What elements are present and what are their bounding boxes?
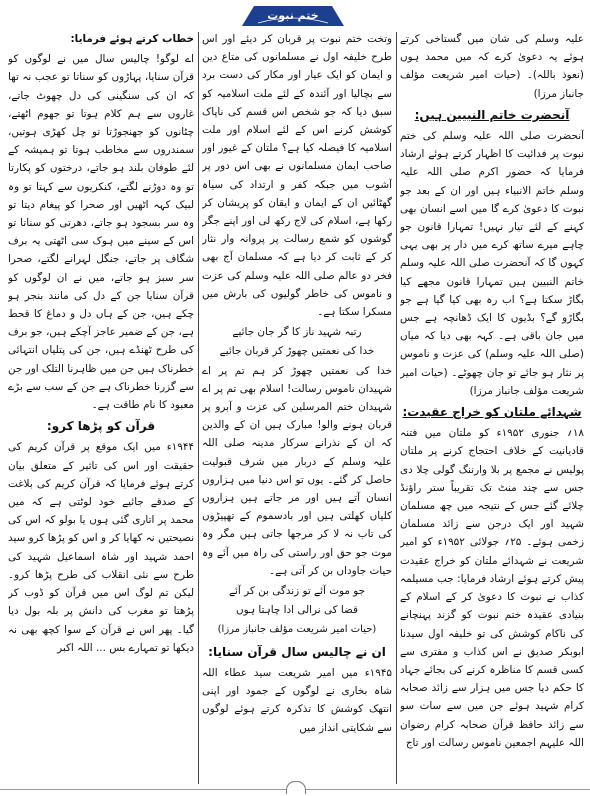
verse-line: قضا کی نرالی ادا چاہتا ہوں <box>235 604 359 617</box>
paragraph: آنحضرت صلی اللہ علیہ وسلم کی ختم نبوت پر فدائیت کا اظہار کرتے ہوئے ارشاد فرمایا کہ حضور اکرم صلی اللہ علیہ وسلم خاتم الانبیاء ہیں اور ان کے بعد جو نبوت کا دعویٰ کرے گا میں اسے انسان بھی کہنے کے لئے تیار نہیں! تمہارا قانون جو چاہے میرے ساتھ کرے میں دار پر بھی یہی کہوں گا کہ آنحضرت صلی اللہ علیہ وسلم خاتم النبیین ہیں تمہارا قانون مجھے کیا بگاڑ سکتا ہے؟ اب رہ بھی کیا گیا ہے جو بگاڑو گے؟ بڈیوں کا ایک ڈھانچہ ہے جس میں جان باقی ہے۔ کہہ بھی دیا کہ میاں (صلی اللہ علیہ وسلم) کی عزت و ناموس پر نثار ہو جائے تو جان چھوٹے۔ (حیات امیر شریعت مؤلف جانباز مرزا) <box>400 130 584 397</box>
section-heading: ان نے چالیس سال قرآن سنایا: <box>208 644 386 659</box>
paragraph: ۱۹۴۴ء میں ایک موقع پر قرآن کریم کی حقیقت اور اس کی تاثیر کے متعلق بیان کرتے ہوئے فرمایا کہ قرآن کریم کی بلاغت کے صدقے جائیے خود لوٹتی ہے کہ میں محمد پر اتاری گئی ہوں یا بولو کہ اس کی نصیحتیں نہ کھایا کر و اس کو پڑھا کرو سید احمد شہید اور شاہ اسماعیل شہید کی طرح سے نئی انقلاب کی طرح پڑھا کرو۔ لیکن تم لوگ اس میں قرآن کو ڈوب کر پڑھتا تو مغرب کی دانش پر بلہ بول دیا گیا۔ پھر اس نے قرآن کے سوا کچھ بھی نہ دیکھا تو تمہارے بس ... اللہ اکبر <box>8 441 194 654</box>
paragraph: علیہ وسلم کی شان میں گستاخی کرتے ہوئے یہ دعویٰ کرے کہ میں محمد ہوں (نعوذ باللہ)۔ (حیات امیر شریعت مؤلف جانباز مرزا) <box>400 33 584 100</box>
paragraph: خدا کی نعمتیں چھوڑ کر ہم تم پر اے شہیدان ناموس رسالت! اسلام بھی تم پر اے شہیدان ختم المرسلین کی عزت و آبرو پر قربان ہونے والو! مبارک ہیں ان کے والدین کہ ان کے نذرانے سرکار مدینہ صلی اللہ علیہ وسلم کے دربار میں شرف قبولیت حاصل کر گئے۔ یوں تو اس دنیا میں ہزاروں انسان آتے ہیں اور مر جاتے ہیں ہزاروں کلیاں کھلتی ہیں اور بادسموم کے تھپیڑوں کی تاب نہ لا کر مرجھا جاتی ہیں مگر وہ موت جو حق اور راستی کی راہ میں آئے وہ حیات جاوداں بن کر آتی ہے۔ <box>202 364 392 577</box>
section-heading: قرآن کو پڑھا کرو: <box>46 419 156 434</box>
logo-text: ختم نبوت <box>267 9 319 22</box>
right-column <box>400 30 584 786</box>
magazine-logo <box>238 2 348 28</box>
column-divider-right <box>396 32 397 784</box>
left-column <box>8 30 194 786</box>
section-heading: شہدائے ملتان کو خراج عقیدت: <box>402 405 582 420</box>
verse-line: خدا کی نعمتیں چھوڑ کر قربان جائیے <box>219 345 375 358</box>
page-tab-ornament <box>286 781 306 794</box>
paragraph: وتخت ختم نبوت پر قربان کر دیئے اور اس طرح خلیفہ اول نے مسلمانوں کی متاع دین و ایمان کو ایک عیار اور مکار کی دست برد سے بچالیا اور آئندہ کے لئے ملت اسلامیہ کو سبق دیا کہ جو شخص اس قسم کی ناپاک کوشش کرنے اس کے لئے اسلام اور ملت اسلامیہ کا فیصلہ کیا ہے؟ ملتان کے غیور اور صاحب ایمان مسلمانوں نے بھی اس دور پر آشوب میں جبکہ کفر و ارتداد کی سیاہ گھٹائیں ان کے ایمان و ایقان کو پریشان کر رکھا ہے، اسلام کی لاج رکھ لی اور اپنے جگر گوشوں کو شمع رسالت پر پروانہ وار نثار کر کے ثابت کر دیا ہے کہ مسلمان آج بھی فخر دو عالم صلی اللہ علیہ وسلم کی عزت و ناموس کی خاطر گولیوں کی بارش میں مسکرا سکتا ہے۔ <box>202 33 392 319</box>
verse-line: جو موت آئے تو زندگی بن کر آئے <box>228 585 366 598</box>
middle-column <box>202 30 392 786</box>
verse-line: رتبہ شہید ناز کا گر جان جائیے <box>232 326 362 339</box>
attribution: (حیات امیر شریعت مؤلف جانباز مرزا) <box>217 623 377 635</box>
column-divider-left <box>198 32 199 784</box>
paragraph: ۱۹۴۵ء میں امیر شریعت سید عطاء اللہ شاہ بخاری نے لوگوں کے جمود اور اپنی انتھک کوشش کا تذکرہ کرتے ہوئے لوگوں سے شکایتی انداز میں <box>202 666 392 734</box>
section-heading: آنحضرت خاتم النبیین ہیں: <box>414 107 570 122</box>
intro-line: خطاب کرتے ہوئے فرمایا: <box>70 33 194 45</box>
paragraph: اے لوگو! چالیس سال میں نے لوگوں کو قرآن سنایا، پہاڑوں کو سناتا تو عجب نہ تھا کہ ان کی سنگینی کی دل چھوٹ جاتے، غاروں سے ہم کلام ہوتا تو جھوم اٹھتے، چٹانوں کو جھنجوڑتا تو چل کھڑی ہوتیں، سمندروں سے مخاطب ہوتا تو ہمیشہ کے لئے طوفان بلند ہو جاتے، درختوں کو پکارتا تو وہ دوڑنے لگتے، کنکریوں سے کہتا تو وہ لبیک کہہ اٹھیں اور صحرا کو پیغام دیتا تو وہ سر بسجود ہو جاتے، دھرتی کو سناتا تو اس کے سینے میں ہوک سی اٹھتی یہ برف شگاف پر جاتے، جنگل لہرانے لگتے، صحرا سر سبز ہو جاتے، میں نے ان لوگوں کو قرآن سنایا جن کے دل کی مانند بنجر ہو چکے ہیں، جن کے ہاں دل و دماغ کا قحط ہے، جن کے ضمیر عاجز آچکے ہیں، جو برف کی طرح ٹھنڈے ہیں، جن کی پتلیاں انتہائی خطرناک ہیں جن میں ظاہرنا التلک اور جن سے گزرنا خطرناک ہے جن کے سب سے بڑے معبود کا نام طاقت ہے۔ <box>8 53 194 412</box>
paragraph: ۱۸؍ جنوری ۱۹۵۲ء کو ملتان میں فتنہ قادیانیت کے خلاف احتجاج کرنے پر ملتان پولیس نے مجمع پر بلا وارننگ گولی چلا دی جس سے چند منٹ تک تقریباً ستر راؤنڈ چلائے گئے جس کے نتیجہ میں چھ مسلمان شہید اور ایک درجن سے زائد مسلمان زخمی ہوئے۔ ۲۵؍ جولائی ۱۹۵۲ء کو امیر شریعت نے شہدائے ملتان کو خراج عقیدت پیش کرتے ہوئے ارشاد فرمایا: جب مسیلمہ کذاب نے نبوت کا دعویٰ کر کے اسلام کے بنیادی عقیدہ ختم نبوت کو گزند پہنچانے کی ناکام کوشش کی تو خلیفہ اول سیدنا ابوبکر صدیق نے اس کذاب و مفتری سے کسی قسم کا مناظرہ کرنے کی بجائے جہاد کا حکم دیا جس میں ہزار سے زائد صحابہ کرام شہید ہوئے جن میں سے سات سو سے زائد حافظ قرآن صحابہ کرام رضوان اللہ علیہم اجمعین ناموس رسالت اور تاج <box>400 427 584 749</box>
